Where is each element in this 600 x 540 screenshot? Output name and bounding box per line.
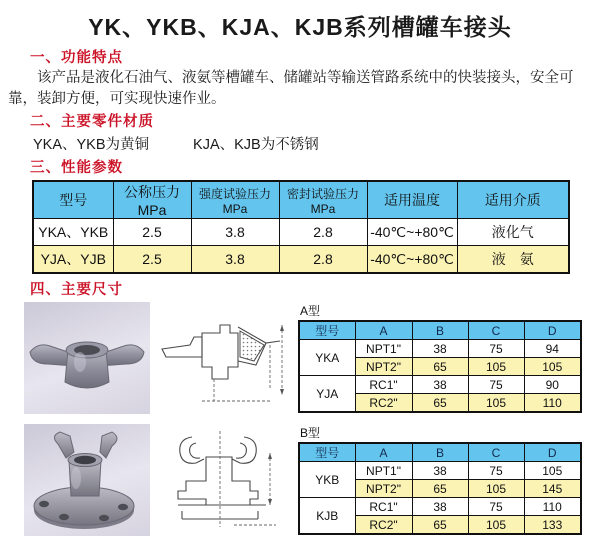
dim-cell: 133 [524,516,581,535]
a-type-table-block [298,302,584,413]
dim-cell: 38 [412,462,468,480]
flanged-coupling-product-photo [24,424,150,536]
flanged-coupling-illustration [24,424,150,536]
dim-cell: 65 [412,480,468,498]
features-paragraph: 该产品是液化石油气、液氨等槽罐车、储罐站等输送管路系统中的快装接头，安全可靠，装卸方便，可实现快速作业。 [8,70,574,107]
dim-cell: 75 [468,340,524,358]
model-cell: YKA [299,340,355,376]
value-cell: 液化气 [457,219,569,246]
col-header-nominal-pressure: 公称压力 MPa [113,181,191,219]
model-cell: YKB [299,462,355,498]
section-heading-features: 一、功能特点 [30,50,123,66]
dimensions-row-a [0,302,600,418]
dim-cell: 145 [524,480,581,498]
b-type-cross-section-drawing [158,427,290,533]
dim-header-row [299,443,581,462]
dim-cell: 105 [468,516,524,535]
material-brass-text: YKA、YKB为黄铜 [33,137,150,154]
table-row [299,340,581,358]
dim-cell: 65 [412,358,468,376]
dim-cell: RC1" [355,498,412,516]
col-header-temperature: 适用温度 [367,181,457,219]
dim-cell: 38 [412,498,468,516]
performance-table [32,180,570,274]
model-cell: YKA、YKB [33,219,113,246]
a-type-label: A型 [300,304,321,319]
dim-cell: 90 [524,376,581,394]
dim-cell: 38 [412,340,468,358]
page-title: YK、YKB、KJA、KJB系列槽罐车接头 [88,14,512,40]
table-row [299,462,581,480]
dim-cell: NPT1" [355,462,412,480]
dim-cell: NPT2" [355,480,412,498]
col-header-strength-test: 强度试验压力MPa [191,181,279,219]
dim-col-c: C [468,443,524,462]
col-header-model: 型号 [33,181,113,219]
dim-col-d: D [524,443,581,462]
value-cell: 液 氨 [457,246,569,274]
dim-cell: 105 [468,358,524,376]
model-cell: YJA、YJB [33,246,113,274]
wing-coupling-illustration [24,302,150,414]
dim-cell: RC1" [355,376,412,394]
dim-cell: 110 [524,394,581,413]
dimension-table-a [298,320,582,413]
value-cell: -40℃~+80℃ [367,219,457,246]
value-cell: 3.8 [191,219,279,246]
dim-col-a: A [355,443,412,462]
dim-cell: 105 [524,462,581,480]
material-steel-text: KJA、KJB为不锈钢 [193,137,319,154]
dim-cell: 65 [412,516,468,535]
dim-cell: NPT2" [355,358,412,376]
table-row [299,498,581,516]
table-row [33,246,569,274]
dim-col-c: C [468,321,524,340]
table-row [299,376,581,394]
dim-col-d: D [524,321,581,340]
dim-header-row [299,321,581,340]
table-row [33,219,569,246]
dim-cell: 75 [468,376,524,394]
col-header-seal-test: 密封试验压力MPa [279,181,367,219]
value-cell: 2.8 [279,246,367,274]
dim-cell: 65 [412,394,468,413]
model-cell: YJA [299,376,355,413]
dim-cell: 105 [468,480,524,498]
b-type-table-block [298,424,584,535]
a-type-drawing-svg [158,305,290,411]
section-heading-performance: 三、性能参数 [30,160,123,177]
value-cell: 3.8 [191,246,279,274]
value-cell: -40℃~+80℃ [367,246,457,274]
dim-col-b: B [412,443,468,462]
wing-coupling-product-photo [24,302,150,414]
dim-cell: 105 [468,394,524,413]
dimension-table-b [298,442,582,535]
col-header-medium: 适用介质 [457,181,569,219]
dim-col-model: 型号 [299,443,355,462]
dim-col-b: B [412,321,468,340]
datasheet-page [0,9,600,532]
dim-cell: 105 [524,358,581,376]
materials-line [33,133,600,154]
value-cell: 2.5 [113,219,191,246]
dim-cell: 75 [468,498,524,516]
dim-cell: 110 [524,498,581,516]
section-heading-materials: 二、主要零件材质 [30,114,154,131]
dim-cell: 38 [412,376,468,394]
dim-cell: RC2" [355,394,412,413]
value-cell: 2.8 [279,219,367,246]
dim-cell: 94 [524,340,581,358]
dim-cell: NPT1" [355,340,412,358]
section-heading-dimensions: 四、主要尺寸 [30,282,123,299]
value-cell: 2.5 [113,246,191,274]
dimensions-row-b [0,424,600,540]
dim-cell: 75 [468,462,524,480]
dim-col-a: A [355,321,412,340]
dim-cell: RC2" [355,516,412,535]
dim-col-model: 型号 [299,321,355,340]
performance-header-row [33,181,569,219]
b-type-drawing-svg [158,427,290,533]
a-type-cross-section-drawing [158,305,290,411]
model-cell: KJB [299,498,355,535]
b-type-label: B型 [300,426,321,441]
